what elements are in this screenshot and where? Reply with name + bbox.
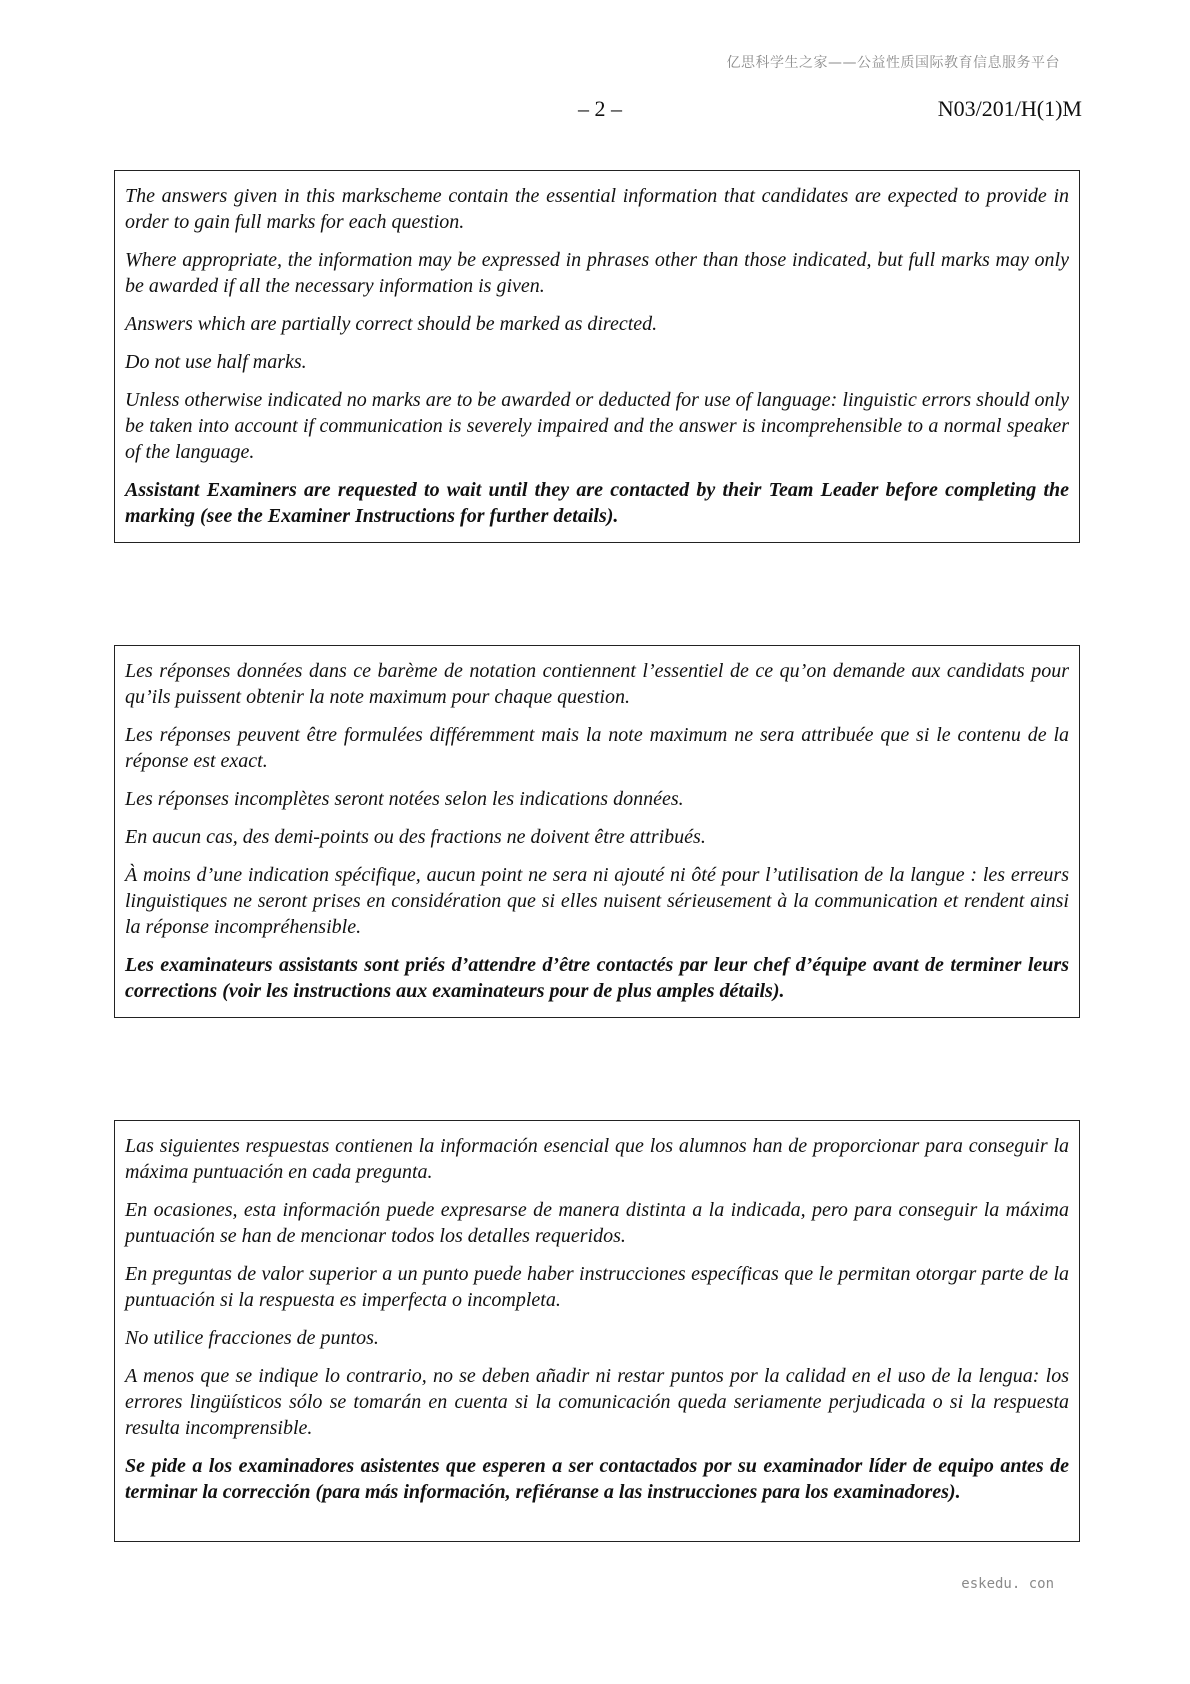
french-paragraph-bold-note: Les examinateurs assistants sont priés d’attendre d’être contactés par leur chef d’équipe avant de terminer leurs corrections (voir les instructions aux examinateurs pour de plus amples détails). — [125, 954, 1069, 1002]
spanish-paragraph-bold-note: Se pide a los examinadores asistentes que esperen a ser contactados por su examinador líder de equipo antes de terminar la corrección (para más información, refiéranse a las instrucciones para los examinadores). — [125, 1455, 1069, 1503]
english-paragraph-1: The answers given in this markscheme contain the essential information that candidates are expected to provide in order to gain full marks for each question. — [125, 185, 1069, 233]
english-paragraph-4: Do not use half marks. — [125, 351, 307, 373]
english-paragraph-bold-note: Assistant Examiners are requested to wait until they are contacted by their Team Leader before completing the marking (see the Examiner Instructions for further details). — [125, 479, 1069, 527]
spanish-paragraph-3: En preguntas de valor superior a un punto puede haber instrucciones específicas que le permitan otorgar parte de la puntuación si la respuesta es imperfecta o incompleta. — [125, 1263, 1069, 1311]
spanish-paragraph-1: Las siguientes respuestas contienen la información esencial que los alumnos han de proporcionar para conseguir la máxima puntuación en cada pregunta. — [125, 1135, 1069, 1183]
spanish-paragraph-5: A menos que se indique lo contrario, no se deben añadir ni restar puntos por la calidad en el uso de la lengua: los errores lingüísticos sólo se tomarán en cuenta si la comunicación queda seriamente perjudicada o si la respuesta resulta incomprensible. — [125, 1365, 1069, 1439]
instructions-box-english — [114, 170, 1080, 543]
instructions-box-spanish — [114, 1120, 1080, 1542]
header-watermark: 亿思科学生之家——公益性质国际教育信息服务平台 — [726, 55, 1060, 71]
french-paragraph-2: Les réponses peuvent être formulées différemment mais la note maximum ne sera attribuée que si le contenu de la réponse est exact. — [125, 724, 1069, 772]
english-paragraph-3: Answers which are partially correct should be marked as directed. — [125, 313, 658, 335]
spanish-paragraph-4: No utilice fracciones de puntos. — [125, 1327, 379, 1349]
footer-watermark: eskedu. con — [961, 1576, 1054, 1592]
french-paragraph-5: À moins d’une indication spécifique, aucun point ne sera ni ajouté ni ôté pour l’utilisation de la langue : les erreurs linguistiques ne seront prises en considération que si elles nuisent sérieusement à la communication et rendent ainsi la réponse incompréhensible. — [125, 864, 1069, 938]
french-paragraph-4: En aucun cas, des demi-points ou des fractions ne doivent être attribués. — [125, 826, 706, 848]
english-paragraph-5: Unless otherwise indicated no marks are to be awarded or deducted for use of language: linguistic errors should only be taken into account if communication is severely impaired and the answer is incomprehensible to a normal speaker of the language. — [125, 389, 1069, 463]
spanish-paragraph-2: En ocasiones, esta información puede expresarse de manera distinta a la indicada, pero para conseguir la máxima puntuación se han de mencionar todos los detalles requeridos. — [125, 1199, 1069, 1247]
instructions-box-french — [114, 645, 1080, 1018]
french-paragraph-1: Les réponses données dans ce barème de notation contiennent l’essentiel de ce qu’on demande aux candidats pour qu’ils puissent obtenir la note maximum pour chaque question. — [125, 660, 1069, 708]
english-paragraph-2: Where appropriate, the information may be expressed in phrases other than those indicated, but full marks may only be awarded if all the necessary information is given. — [125, 249, 1069, 297]
document-code: N03/201/H(1)M — [937, 96, 1082, 121]
french-paragraph-3: Les réponses incomplètes seront notées selon les indications données. — [125, 788, 684, 810]
page-number: – 2 – — [578, 96, 622, 121]
